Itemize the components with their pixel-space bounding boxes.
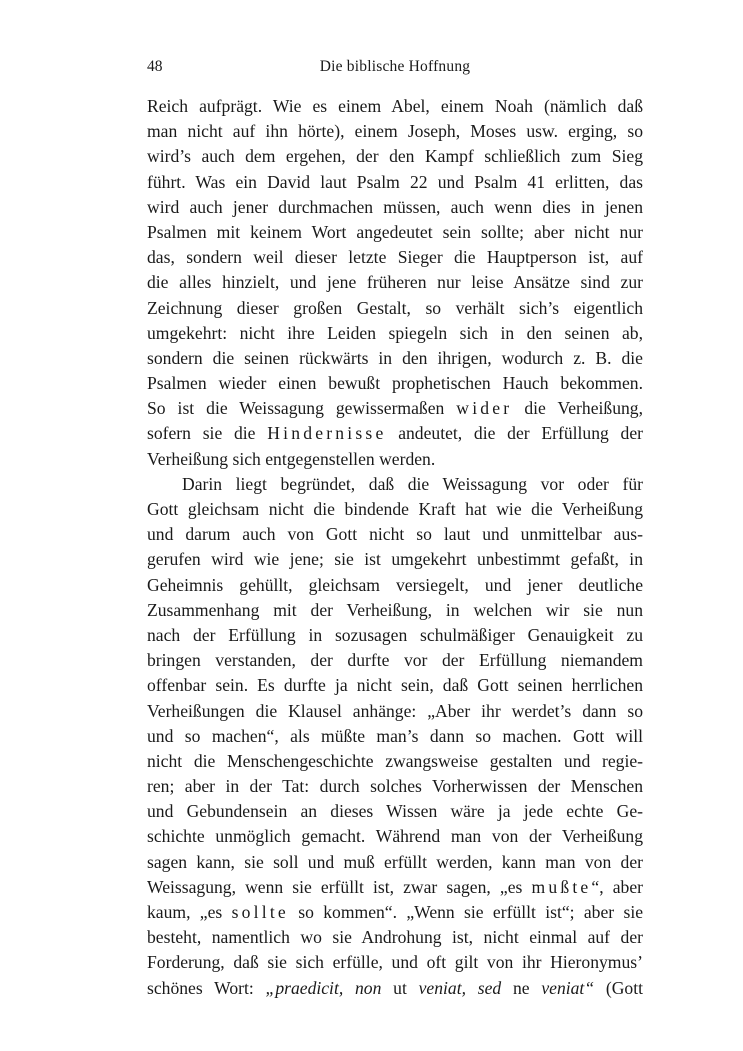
- text-line: Geheimnis gehüllt, gleichsam versiegelt, und jener deutliche: [147, 574, 643, 595]
- text-line: Weissagung, wenn sie erfüllt ist, zwar sagen, „es mußte“, aber: [147, 876, 643, 897]
- emphasis-italic: „praedicit, non: [265, 977, 382, 998]
- paragraph-start-line: Darin liegt begründet, daß die Weissagung vor oder für: [182, 473, 643, 494]
- text-line: schönes Wort: „praedicit, non ut veniat, sed ne veniat“ (Gott: [147, 977, 644, 998]
- running-title: Die biblische Hoffnung: [319, 58, 471, 75]
- text-line: Verheißungen die Klausel anhänge: „Aber ihr werdet’s dann so: [147, 700, 643, 721]
- text-line: offenbar sein. Es durfte ja nicht sein, daß Gott seinen herrlichen: [147, 675, 643, 696]
- page-number: 48: [147, 58, 163, 75]
- text-line: sondern die seinen rückwärts in den ihrigen, wodurch z. B. die: [147, 347, 643, 368]
- text-line: Verheißung sich entgegenstellen werden.: [147, 448, 436, 469]
- book-page: [147, 58, 643, 1001]
- text-line: sofern sie die Hindernisse andeutet, die der Erfüllung der: [147, 423, 643, 444]
- page-header: [147, 58, 643, 84]
- text-line: besteht, namentlich wo sie Androhung ist, nicht einmal auf der: [147, 927, 643, 948]
- text-line: sagen kann, sie soll und muß erfüllt werden, kann man von der: [147, 851, 643, 872]
- text-line: und darum auch von Gott nicht so laut und unmittelbar aus-: [147, 524, 643, 545]
- text-line: Gott gleichsam nicht die bindende Kraft hat wie die Verheißung: [147, 499, 643, 519]
- text-line: schichte unmöglich gemacht. Während man von der Verheißung: [147, 826, 643, 847]
- text-line: nach der Erfüllung in sozusagen schulmäßiger Genauigkeit zu: [147, 624, 643, 645]
- text-line: So ist die Weissagung gewissermaßen wider die Verheißung,: [147, 398, 643, 419]
- text-line: Psalmen wieder einen bewußt prophetischen Hauch bekommen.: [147, 373, 643, 394]
- emphasis-spaced: Hindernisse: [267, 423, 387, 444]
- emphasis-spaced: sollte: [231, 902, 289, 922]
- text-line: und so machen“, als müßte man’s dann so machen. Gott will: [147, 725, 643, 746]
- body-text: [147, 94, 643, 1001]
- text-line: wird’s auch dem ergehen, der den Kampf schließlich zum Sieg: [147, 146, 643, 167]
- text-line: und Gebundensein an dieses Wissen wäre ja jede echte Ge-: [147, 801, 643, 822]
- emphasis-italic: veniat, sed: [418, 977, 502, 998]
- text-line: umgekehrt: nicht ihre Leiden spiegeln sich in den seinen ab,: [147, 322, 643, 343]
- emphasis-spaced: wider: [456, 398, 513, 419]
- text-line: man nicht auf ihn hörte), einem Joseph, Moses usw. erging, so: [147, 121, 643, 142]
- text-line: Forderung, daß sie sich erfülle, und oft gilt von ihr Hieronymus’: [147, 952, 643, 973]
- text-line: die alles hinzielt, und jene früheren nur leise Ansätze sind zur: [147, 272, 643, 293]
- emphasis-italic: veniat“: [541, 977, 595, 998]
- text-line: kaum, „es sollte so kommen“. „Wenn sie erfüllt ist“; aber sie: [147, 902, 644, 922]
- text-line: bringen verstanden, der durfte vor der Erfüllung niemandem: [147, 650, 643, 671]
- text-line: gerufen wird wie jene; sie ist umgekehrt unbestimmt gefaßt, in: [147, 549, 643, 570]
- text-line: Zeichnung dieser großen Gestalt, so verhält sich’s eigentlich: [147, 297, 643, 318]
- text-line: nicht die Menschengeschichte zwangsweise gestalten und regie-: [147, 750, 643, 771]
- text-line: Psalmen mit keinem Wort angedeutet sein sollte; aber nicht nur: [147, 221, 643, 242]
- text-line: wird auch jener durchmachen müssen, auch wenn dies in jenen: [147, 196, 643, 217]
- text-line: das, sondern weil dieser letzte Sieger die Hauptperson ist, auf: [147, 247, 643, 268]
- text-line: Reich aufprägt. Wie es einem Abel, einem Noah (nämlich daß: [147, 96, 643, 116]
- emphasis-spaced: mußte: [531, 876, 592, 897]
- text-line: Zusammenhang mit der Verheißung, in welchen wir sie nun: [147, 599, 643, 620]
- text-line: ren; aber in der Tat: durch solches Vorherwissen der Menschen: [147, 776, 643, 797]
- text-line: führt. Was ein David laut Psalm 22 und Psalm 41 erlitten, das: [147, 171, 643, 192]
